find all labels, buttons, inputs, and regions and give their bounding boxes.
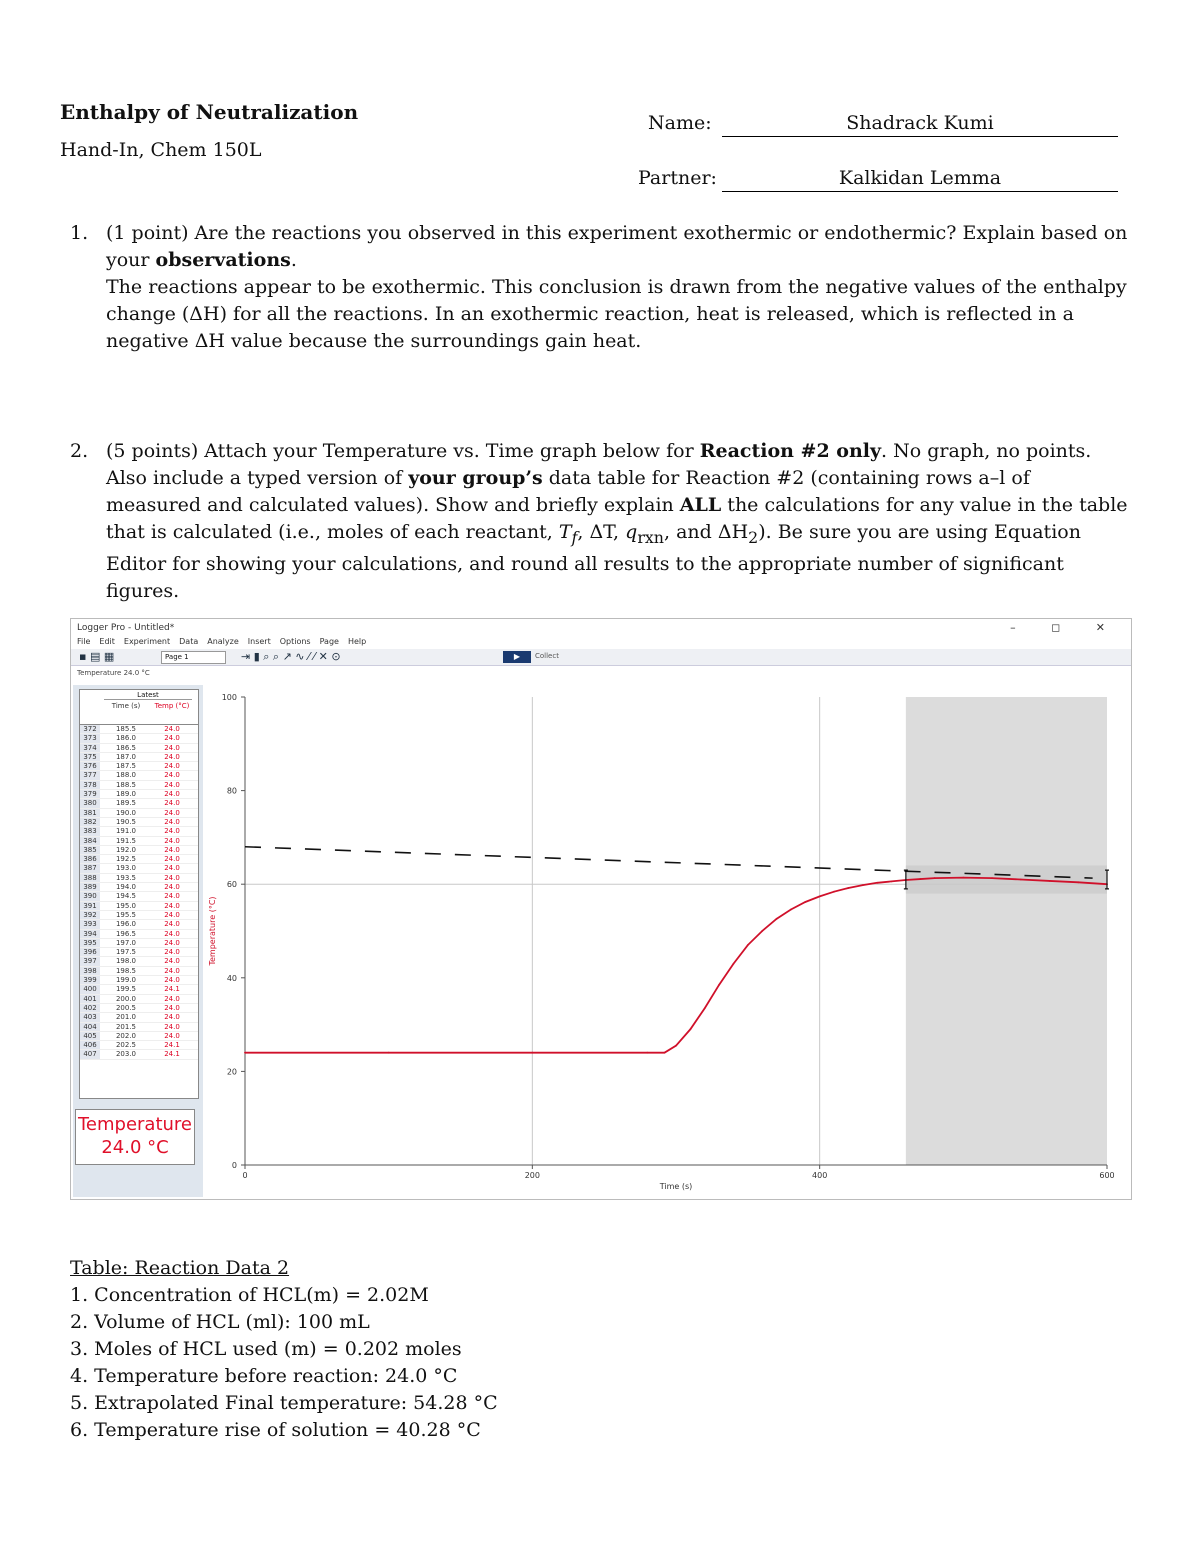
menu-bar xyxy=(77,637,375,646)
cell-temp: 24.0 xyxy=(164,752,180,761)
cell-time: 202.5 xyxy=(115,1041,137,1050)
data-table-row[interactable] xyxy=(80,809,198,818)
data-point xyxy=(1020,879,1022,881)
row-index: 396 xyxy=(80,948,100,956)
cell-time: 193.5 xyxy=(115,873,137,882)
cell-time: 189.5 xyxy=(115,799,137,808)
y-tick-label: 40 xyxy=(226,973,237,983)
q2-text-2: . No graph, no points. Also include a typed version of xyxy=(106,440,1092,489)
cell-temp: 24.0 xyxy=(164,734,180,743)
data-table-rows xyxy=(80,725,198,1060)
row-index: 379 xyxy=(80,790,100,798)
column-temp: Temp (°C) xyxy=(154,702,190,710)
data-table-row[interactable] xyxy=(80,762,198,771)
temperature-time-chart[interactable] xyxy=(203,685,1129,1197)
document-title: Enthalpy of Neutralization xyxy=(60,100,359,124)
y-tick-label: 0 xyxy=(231,1161,237,1170)
data-point xyxy=(646,1052,648,1054)
row-index: 380 xyxy=(80,799,100,807)
data-point xyxy=(244,1052,246,1054)
menu-page[interactable]: Page xyxy=(319,637,339,646)
row-index: 397 xyxy=(80,957,100,965)
x-tick-label: 400 xyxy=(812,1171,828,1180)
cell-time: 192.0 xyxy=(115,845,137,854)
data-table-row[interactable] xyxy=(80,771,198,780)
menu-edit[interactable]: Edit xyxy=(99,637,115,646)
data-table-row[interactable] xyxy=(80,920,198,929)
menu-experiment[interactable]: Experiment xyxy=(123,637,171,646)
cell-time: 198.0 xyxy=(115,957,137,966)
data-table-row[interactable] xyxy=(80,864,198,873)
cell-temp: 24.0 xyxy=(164,725,180,733)
cell-temp: 24.0 xyxy=(164,892,180,901)
window-title: Logger Pro - Untitled* xyxy=(77,623,175,633)
data-table-row[interactable] xyxy=(80,883,198,892)
data-table-row[interactable] xyxy=(80,930,198,939)
menu-options[interactable]: Options xyxy=(279,637,311,646)
row-index: 403 xyxy=(80,1013,100,1021)
data-table-header xyxy=(80,690,198,725)
q2-text-6: , and ΔH xyxy=(664,521,749,543)
cell-temp: 24.1 xyxy=(164,1050,180,1059)
data-table-row[interactable] xyxy=(80,911,198,920)
q2-text-1: (5 points) Attach your Temperature vs. Time graph below for xyxy=(106,440,700,462)
cell-time: 200.0 xyxy=(115,994,137,1003)
data-point xyxy=(664,1052,666,1054)
data-table-row[interactable] xyxy=(80,1013,198,1022)
question-1-prompt-b: . xyxy=(290,249,297,271)
cell-temp: 24.0 xyxy=(164,994,180,1003)
row-index: 387 xyxy=(80,864,100,872)
meter-value: 24.0 °C xyxy=(101,1137,169,1158)
x-tick-label: 0 xyxy=(242,1171,248,1180)
reaction-row: 4. Temperature before reaction: 24.0 °C xyxy=(70,1365,458,1387)
data-point xyxy=(531,1052,533,1054)
row-index: 385 xyxy=(80,846,100,854)
question-2-text xyxy=(106,438,1130,605)
row-index: 392 xyxy=(80,911,100,919)
cell-temp: 24.0 xyxy=(164,771,180,780)
collect-button[interactable]: ▶ xyxy=(503,651,531,663)
row-index: 399 xyxy=(80,976,100,984)
reaction-row: 1. Concentration of HCL(m) = 2.02M xyxy=(70,1284,429,1306)
sensor-status: Temperature 24.0 °C xyxy=(77,669,150,677)
cell-time: 198.5 xyxy=(115,966,137,975)
cell-time: 187.0 xyxy=(115,752,137,761)
toolbar-tool-icons[interactable]: ⇥ ▮ ⌕ ⌕ ↗ ∿ ⁄ ⁄ ✕ ⊙ xyxy=(241,650,341,663)
q2-text-4: the calculations for any value in the table that is calculated (i.e., moles of each reactant, xyxy=(106,494,1128,543)
data-table-row[interactable] xyxy=(80,1004,198,1013)
menu-insert[interactable]: Insert xyxy=(247,637,271,646)
cell-time: 192.5 xyxy=(115,855,137,864)
q2-h-sub: 2 xyxy=(748,527,759,547)
row-index: 394 xyxy=(80,930,100,938)
data-point xyxy=(862,884,864,886)
data-point xyxy=(388,1052,390,1054)
data-table-row[interactable] xyxy=(80,790,198,799)
data-point xyxy=(704,1007,706,1009)
cell-time: 189.0 xyxy=(115,790,137,799)
data-table[interactable] xyxy=(79,689,199,1099)
cell-temp: 24.0 xyxy=(164,827,180,836)
toolbar-icons[interactable]: ▪ ▤ ▦ xyxy=(79,650,115,663)
cell-temp: 24.0 xyxy=(164,929,180,938)
cell-temp: 24.0 xyxy=(164,1013,180,1022)
cell-time: 196.0 xyxy=(115,920,137,929)
data-point xyxy=(675,1045,677,1047)
partner-field: Kalkidan Lemma xyxy=(722,167,1118,192)
data-table-row[interactable] xyxy=(80,939,198,948)
row-index: 375 xyxy=(80,753,100,761)
data-table-row[interactable] xyxy=(80,957,198,966)
q2-text-5: , ΔT, xyxy=(577,521,626,543)
data-table-row[interactable] xyxy=(80,892,198,901)
row-index: 386 xyxy=(80,855,100,863)
cell-temp: 24.0 xyxy=(164,855,180,864)
data-table-row[interactable] xyxy=(80,818,198,827)
cell-time: 195.0 xyxy=(115,901,137,910)
data-point xyxy=(718,984,720,986)
cell-temp: 24.0 xyxy=(164,920,180,929)
x-axis-label: Time (s) xyxy=(659,1182,693,1191)
row-index: 378 xyxy=(80,781,100,789)
cell-temp: 24.0 xyxy=(164,743,180,752)
cell-temp: 24.0 xyxy=(164,873,180,882)
q2-q-sub: rxn xyxy=(637,527,664,547)
cell-temp: 24.0 xyxy=(164,845,180,854)
cell-time: 194.5 xyxy=(115,892,137,901)
row-index: 405 xyxy=(80,1032,100,1040)
menu-data[interactable]: Data xyxy=(179,637,199,646)
cell-time: 194.0 xyxy=(115,883,137,892)
data-table-row[interactable] xyxy=(80,1041,198,1050)
row-index: 407 xyxy=(80,1050,100,1058)
row-index: 398 xyxy=(80,967,100,975)
cell-temp: 24.0 xyxy=(164,790,180,799)
q2-bold-2: your group’s xyxy=(408,467,543,489)
row-index: 395 xyxy=(80,939,100,947)
y-tick-label: 100 xyxy=(221,693,237,702)
row-index: 382 xyxy=(80,818,100,826)
data-point xyxy=(761,930,763,932)
cell-temp: 24.0 xyxy=(164,808,180,817)
q2-tf: T xyxy=(558,521,572,543)
data-point xyxy=(1049,880,1051,882)
reaction-row: 3. Moles of HCL used (m) = 0.202 moles xyxy=(70,1338,462,1360)
cell-time: 199.0 xyxy=(115,976,137,985)
q2-text-3: data table for Reaction #2 (containing rows a–l of measured and calculated values). Show and briefly explain xyxy=(106,467,1030,516)
row-index: 389 xyxy=(80,883,100,891)
data-point xyxy=(804,901,806,903)
row-index: 384 xyxy=(80,837,100,845)
cell-time: 186.5 xyxy=(115,743,137,752)
data-table-row[interactable] xyxy=(80,967,198,976)
x-tick-label: 600 xyxy=(1099,1171,1115,1180)
name-field: Shadrack Kumi xyxy=(722,112,1118,137)
data-point xyxy=(776,918,778,920)
data-table-row[interactable] xyxy=(80,855,198,864)
row-index: 393 xyxy=(80,920,100,928)
y-tick-label: 60 xyxy=(226,880,237,890)
toolbar xyxy=(71,649,1131,666)
menu-analyze[interactable]: Analyze xyxy=(207,637,239,646)
row-index: 381 xyxy=(80,809,100,817)
cell-time: 199.5 xyxy=(115,985,137,994)
row-index: 401 xyxy=(80,995,100,1003)
data-table-row[interactable] xyxy=(80,837,198,846)
row-index: 377 xyxy=(80,771,100,779)
logger-pro-window xyxy=(70,618,1132,1200)
row-index: 404 xyxy=(80,1023,100,1031)
x-tick-label: 200 xyxy=(524,1171,540,1180)
menu-help[interactable]: Help xyxy=(347,637,367,646)
data-table-row[interactable] xyxy=(80,734,198,743)
cell-time: 188.0 xyxy=(115,771,137,780)
question-1-answer: The reactions appear to be exothermic. This conclusion is drawn from the negative values of the enthalpy change (ΔH) for all the reactions. In an exothermic reaction, heat is released, which is reflected in a negative ΔH value because the surroundings gain heat. xyxy=(106,276,1127,352)
row-index: 400 xyxy=(80,985,100,993)
data-point xyxy=(733,963,735,965)
y-tick-label: 80 xyxy=(226,786,237,796)
question-2-number: 2. xyxy=(70,440,89,462)
q2-bold-3: ALL xyxy=(679,494,722,516)
cell-temp: 24.0 xyxy=(164,938,180,947)
cell-time: 197.5 xyxy=(115,948,137,957)
data-table-row[interactable] xyxy=(80,902,198,911)
data-table-row[interactable] xyxy=(80,1032,198,1041)
collect-label: Collect xyxy=(535,652,559,660)
data-point xyxy=(891,880,893,882)
data-table-row[interactable] xyxy=(80,781,198,790)
cell-time: 188.5 xyxy=(115,780,137,789)
logger-workspace xyxy=(73,685,1129,1197)
cell-temp: 24.0 xyxy=(164,864,180,873)
data-table-row[interactable] xyxy=(80,799,198,808)
data-table-row[interactable] xyxy=(80,995,198,1004)
row-index: 372 xyxy=(80,725,100,733)
document-subtitle: Hand-In, Chem 150L xyxy=(60,139,262,161)
data-point xyxy=(876,882,878,884)
cell-time: 195.5 xyxy=(115,910,137,919)
page-select[interactable]: Page 1 xyxy=(161,651,226,664)
q2-text-7: ). Be sure you are using Equation Editor for showing your calculations, and round all results to the appropriate number of significant figures. xyxy=(106,521,1081,602)
cell-time: 201.5 xyxy=(115,1022,137,1031)
data-point xyxy=(919,878,921,880)
reaction-table-caption: Table: Reaction Data 2 xyxy=(70,1257,290,1279)
cell-time: 190.0 xyxy=(115,808,137,817)
graph-panel[interactable] xyxy=(203,685,1129,1197)
cell-temp: 24.0 xyxy=(164,780,180,789)
cell-time: 193.0 xyxy=(115,864,137,873)
data-table-row[interactable] xyxy=(80,985,198,994)
data-point xyxy=(689,1028,691,1030)
cell-time: 197.0 xyxy=(115,938,137,947)
row-index: 390 xyxy=(80,892,100,900)
cell-temp: 24.0 xyxy=(164,901,180,910)
data-table-row[interactable] xyxy=(80,846,198,855)
menu-file[interactable]: File xyxy=(77,637,91,646)
y-tick-label: 20 xyxy=(226,1067,237,1077)
cell-time: 190.5 xyxy=(115,817,137,826)
cell-temp: 24.0 xyxy=(164,762,180,771)
dataset-name: Latest xyxy=(104,691,192,700)
cell-time: 202.0 xyxy=(115,1031,137,1040)
cell-temp: 24.0 xyxy=(164,910,180,919)
cell-time: 187.5 xyxy=(115,762,137,771)
cell-temp: 24.0 xyxy=(164,966,180,975)
row-index: 376 xyxy=(80,762,100,770)
data-table-row[interactable] xyxy=(80,874,198,883)
y-axis-label: Temperature (°C) xyxy=(208,896,217,966)
row-index: 402 xyxy=(80,1004,100,1012)
cell-temp: 24.0 xyxy=(164,799,180,808)
data-point xyxy=(934,877,936,879)
column-time: Time (s) xyxy=(111,702,141,710)
cell-time: 200.5 xyxy=(115,1003,137,1012)
cell-temp: 24.0 xyxy=(164,976,180,985)
cell-time: 185.5 xyxy=(115,725,137,733)
cell-time: 191.0 xyxy=(115,827,137,836)
temperature-meter xyxy=(75,1109,195,1165)
cell-temp: 24.1 xyxy=(164,1041,180,1050)
data-point xyxy=(790,909,792,911)
data-table-row[interactable] xyxy=(80,1023,198,1032)
q2-tf-sub: f xyxy=(571,527,578,547)
cell-temp: 24.0 xyxy=(164,1031,180,1040)
row-index: 406 xyxy=(80,1041,100,1049)
data-table-row[interactable] xyxy=(80,744,198,753)
question-1-number: 1. xyxy=(70,222,89,244)
data-point xyxy=(833,891,835,893)
data-table-row[interactable] xyxy=(80,725,198,734)
data-point xyxy=(819,895,821,897)
data-point xyxy=(848,887,850,889)
cell-temp: 24.1 xyxy=(164,985,180,994)
row-index: 391 xyxy=(80,902,100,910)
cell-temp: 24.0 xyxy=(164,957,180,966)
question-1-prompt-bold: observations xyxy=(155,249,291,271)
question-1-prompt-a: (1 point) Are the reactions you observed in this experiment exothermic or endothermic? Explain based on your xyxy=(106,222,1128,271)
meter-label: Temperature xyxy=(77,1114,193,1135)
q2-bold-1: Reaction #2 only xyxy=(699,440,882,462)
partner-label: Partner: xyxy=(638,167,717,189)
data-table-row[interactable] xyxy=(80,976,198,985)
cell-temp: 24.0 xyxy=(164,883,180,892)
reaction-row: 2. Volume of HCL (ml): 100 mL xyxy=(70,1311,370,1333)
cell-time: 186.0 xyxy=(115,734,137,743)
row-index: 383 xyxy=(80,827,100,835)
cell-time: 196.5 xyxy=(115,929,137,938)
reaction-row: 5. Extrapolated Final temperature: 54.28 °C xyxy=(70,1392,498,1414)
data-point xyxy=(962,877,964,879)
question-2 xyxy=(70,438,1130,605)
selected-region xyxy=(906,697,1107,1165)
data-point xyxy=(1077,881,1079,883)
cell-temp: 24.0 xyxy=(164,1003,180,1012)
data-table-row[interactable] xyxy=(80,753,198,762)
data-point xyxy=(991,877,993,879)
row-index: 374 xyxy=(80,744,100,752)
cell-temp: 24.0 xyxy=(164,1022,180,1031)
window-controls[interactable]: – ◻ ✕ xyxy=(1010,621,1121,634)
cell-time: 201.0 xyxy=(115,1013,137,1022)
name-label: Name: xyxy=(648,112,712,134)
question-1 xyxy=(70,220,1130,355)
q2-q: q xyxy=(625,521,638,543)
reaction-data-table xyxy=(70,1255,498,1444)
cell-time: 203.0 xyxy=(115,1050,137,1059)
cell-temp: 24.0 xyxy=(164,948,180,957)
row-index: 388 xyxy=(80,874,100,882)
cell-temp: 24.0 xyxy=(164,817,180,826)
cell-temp: 24.0 xyxy=(164,836,180,845)
data-point xyxy=(747,944,749,946)
reaction-row: 6. Temperature rise of solution = 40.28 °C xyxy=(70,1419,481,1441)
data-table-row[interactable] xyxy=(80,827,198,836)
row-index: 373 xyxy=(80,734,100,742)
cell-time: 191.5 xyxy=(115,836,137,845)
data-table-row[interactable] xyxy=(80,948,198,957)
data-table-row[interactable] xyxy=(80,1050,198,1059)
